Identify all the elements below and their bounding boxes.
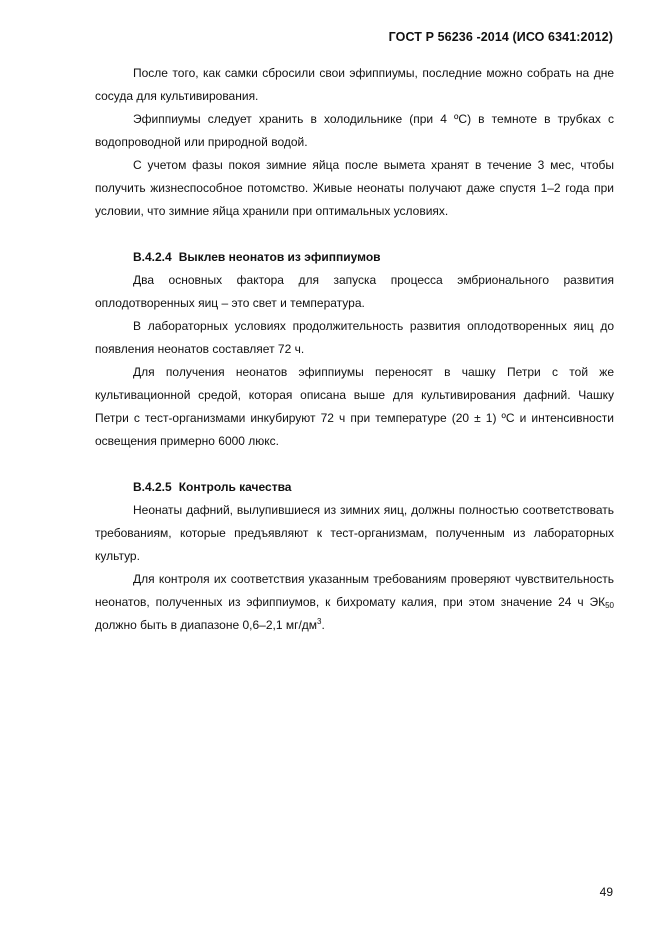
text-run: должно быть в диапазоне 0,6–2,1 мг/дм xyxy=(95,618,318,632)
section-title: Контроль качества xyxy=(178,480,292,494)
section-number: В.4.2.4 xyxy=(133,250,172,264)
subscript: 50 xyxy=(605,601,614,610)
document-body xyxy=(95,62,614,637)
superscript: 3 xyxy=(317,617,322,626)
paragraph: В лабораторных условиях продолжительность развития оплодотворенных яиц до появления неонатов составляет 72 ч. xyxy=(95,319,614,356)
section-number: В.4.2.5 xyxy=(133,480,172,494)
page-number: 49 xyxy=(599,885,613,899)
paragraph: Неонаты дафний, вылупившиеся из зимних яиц, должны полностью соответствовать требованиям, которые предъявляют к тест-организмам, полученным из лабораторных культур. xyxy=(95,503,614,563)
section-heading xyxy=(95,476,614,499)
text-run: . xyxy=(321,618,325,632)
paragraph-with-formula xyxy=(95,568,614,637)
text-run: Для контроля их соответствия указанным требованиям проверяют чувствительность неонатов, полученных из эфиппиумов, к бихромату калия, при этом значение 24 ч ЭК xyxy=(95,572,614,609)
section-heading xyxy=(95,246,614,269)
paragraph: С учетом фазы покоя зимние яйца после вымета хранят в течение 3 мес, чтобы получить жизнеспособное потомство. Живые неонаты получают даже спустя 1–2 года при условии, что зимние яйца хранили при оптимальных условиях. xyxy=(95,158,614,218)
paragraph: Для получения неонатов эфиппиумы переносят в чашку Петри с той же культивационной средой, которая описана выше для культивирования дафний. Чашку Петри с тест-организмами инкубируют 72 ч при температуре (20 ± 1) ºС и интенсивности освещения примерно 6000 люкс. xyxy=(95,365,614,448)
section-title: Выклев неонатов из эфиппиумов xyxy=(178,250,381,264)
paragraph: Два основных фактора для запуска процесса эмбрионального развития оплодотворенных яиц – это свет и температура. xyxy=(95,273,614,310)
document-header: ГОСТ Р 56236 -2014 (ИСО 6341:2012) xyxy=(388,30,613,44)
paragraph: Эфиппиумы следует хранить в холодильнике (при 4 ºС) в темноте в трубках с водопроводной или природной водой. xyxy=(95,112,614,149)
paragraph: После того, как самки сбросили свои эфиппиумы, последние можно собрать на дне сосуда для культивирования. xyxy=(95,66,614,103)
